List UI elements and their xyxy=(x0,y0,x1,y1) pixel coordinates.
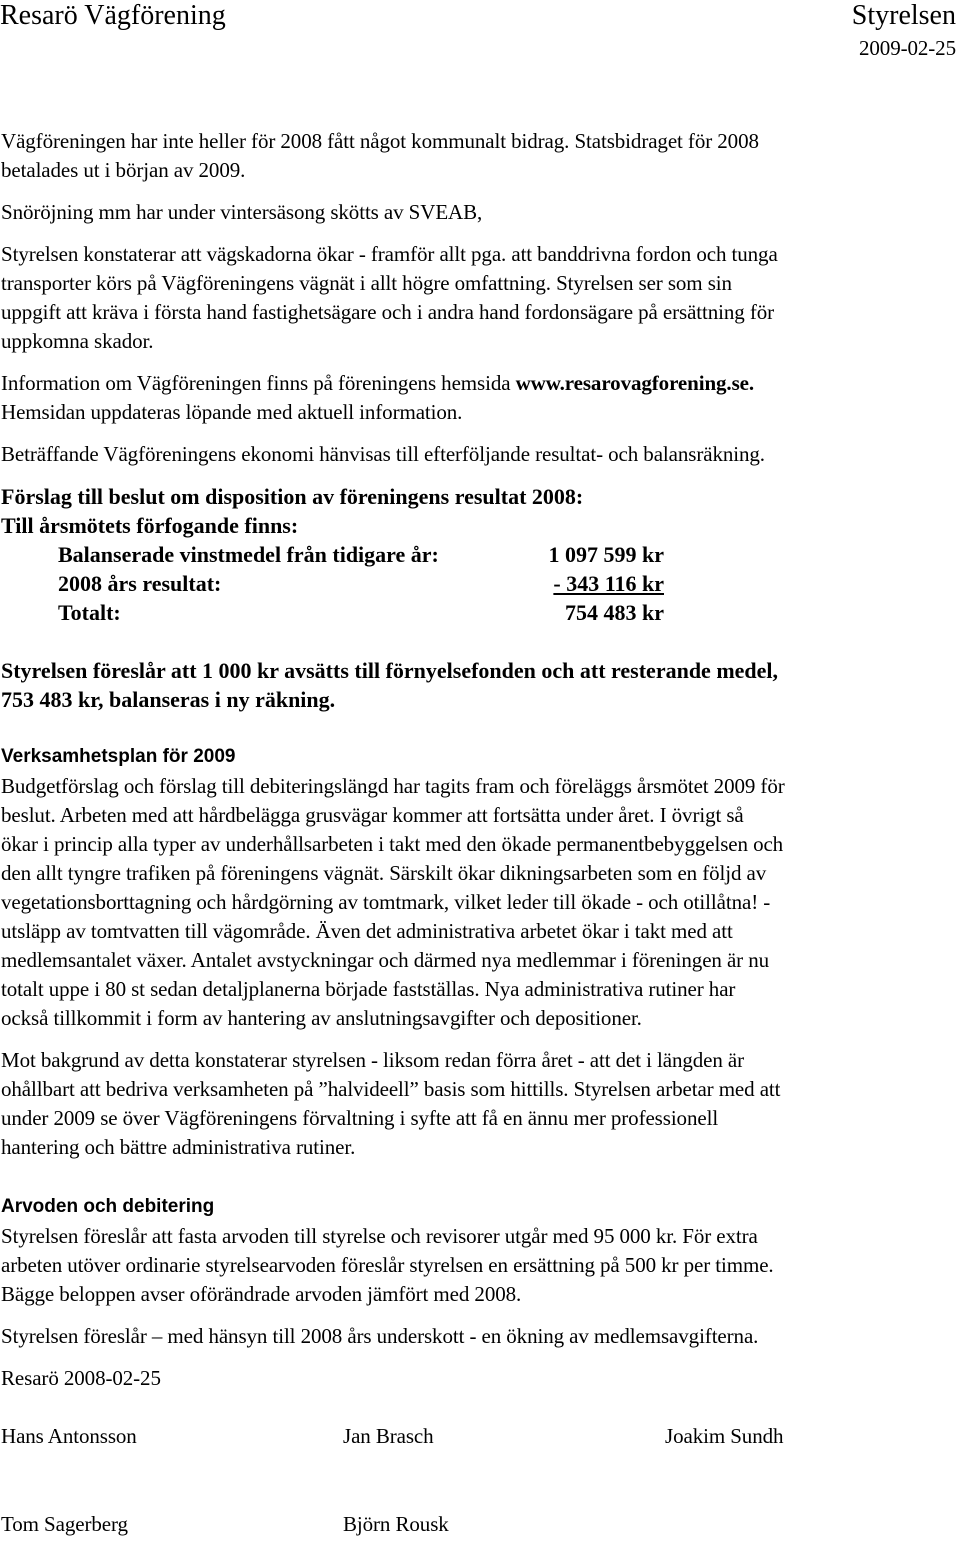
intro-line: Vägföreningen har inte heller för 2008 fått något kommunalt bidrag. Statsbidraget för 2008 xyxy=(1,129,759,153)
plan-line: den allt tyngre trafiken på föreningens vägnät. Särskilt ökar dikningsarbeten som en följd av xyxy=(1,861,767,885)
signatory-name: Joakim Sundh xyxy=(665,1424,784,1448)
proposal-subheading: Till årsmötets förfogande finns: xyxy=(1,513,299,538)
intro-line: betalades ut i början av 2009. xyxy=(1,158,246,182)
intro-line: uppkomna skador. xyxy=(1,329,154,353)
plan-line: under 2009 se över Vägföreningens förvaltning i syfte att få en ännu mer professionell xyxy=(1,1106,719,1130)
info-text: Information om Vägföreningen finns på föreningens hemsida xyxy=(1,371,516,395)
intro-line: Snöröjning mm har under vintersäsong skötts av SVEAB, xyxy=(1,200,483,224)
signatory-name: Hans Antonsson xyxy=(1,1424,137,1448)
association-name: Resarö Vägförening xyxy=(0,0,226,31)
plan-line: Budgetförslag och förslag till debiteringslängd har tagits fram och föreläggs årsmötet 2009 för xyxy=(1,774,785,798)
fees-heading: Arvoden och debitering xyxy=(1,1196,215,1217)
plan-line: beslut. Arbeten med att hårdbelägga grusvägar kommer att fortsätta under året. I övrigt så xyxy=(1,803,744,827)
place-date: Resarö 2008-02-25 xyxy=(1,1366,161,1390)
plan-line: vegetationsborttagning och hårdgörning av tomtmark, vilket leder till ökade - och otillåtna! - xyxy=(1,890,771,914)
plan-line: totalt uppe i 80 st sedan detaljplanerna började fastställas. Nya administrativa rutiner har xyxy=(1,977,736,1001)
plan-line: utsläpp av tomtvatten till vägområde. Även det administrativa arbetet ökar i takt med att xyxy=(1,919,733,943)
economy-reference: Beträffande Vägföreningens ekonomi hänvisas till efterföljande resultat- och balansräkning. xyxy=(1,442,765,466)
signatory-name: Tom Sagerberg xyxy=(1,1512,128,1536)
header-title: Styrelsen xyxy=(851,0,956,31)
proposal-row-value: - 343 116 kr xyxy=(553,571,664,596)
proposal-decision: 753 483 kr, balanseras i ny räkning. xyxy=(1,687,336,712)
plan-line: Mot bakgrund av detta konstaterar styrelsen - liksom redan förra året - att det i längden är xyxy=(1,1048,745,1072)
fees-line: Styrelsen föreslår – med hänsyn till 2008 års underskott - en ökning av medlemsavgifterna. xyxy=(1,1324,759,1348)
proposal-decision: Styrelsen föreslår att 1 000 kr avsätts till förnyelsefonden och att resterande medel, xyxy=(1,658,779,683)
proposal-row-label: Balanserade vinstmedel från tidigare år: xyxy=(58,542,439,567)
fees-line: Bägge beloppen avser oförändrade arvoden jämfört med 2008. xyxy=(1,1282,522,1306)
intro-line: Styrelsen konstaterar att vägskadorna ökar - framför allt pga. att banddrivna fordon och tunga xyxy=(1,242,778,266)
plan-line: också tillkommit i form av hantering av anslutningsavgifter och depositioner. xyxy=(1,1006,642,1030)
signatory-name: Björn Rousk xyxy=(343,1512,449,1536)
proposal-row-label: Totalt: xyxy=(58,600,121,625)
plan-line: ökar i princip alla typer av underhållsarbeten i takt med den ökade permanentbebyggelsen och xyxy=(1,832,784,856)
proposal-row-value: 754 483 kr xyxy=(565,600,664,625)
header-date: 2009-02-25 xyxy=(859,36,956,60)
intro-line: transporter körs på Vägföreningens vägnät i allt högre omfattning. Styrelsen ser som sin xyxy=(1,271,732,295)
intro-line: uppgift att kräva i första hand fastighetsägare och i andra hand fordonsägare på ersättning för xyxy=(1,300,775,324)
proposal-row-value: 1 097 599 kr xyxy=(548,542,664,567)
plan-line: hantering och bättre administrativa rutiner. xyxy=(1,1135,356,1159)
fees-line: Styrelsen föreslår att fasta arvoden till styrelse och revisorer utgår med 95 000 kr. För extra xyxy=(1,1224,758,1248)
plan-heading: Verksamhetsplan för 2009 xyxy=(1,746,236,767)
plan-line: medlemsantalet växer. Antalet avstyckningar och därmed nya medlemmar i föreningen är nu xyxy=(1,948,770,972)
website-link[interactable]: www.resarovagforening.se. xyxy=(515,371,755,395)
fees-line: arbeten utöver ordinarie styrelsearvoden föreslår styrelsen en ersättning på 500 kr per timme. xyxy=(1,1253,774,1277)
proposal-row-label: 2008 års resultat: xyxy=(58,571,222,596)
info-line-2: Hemsidan uppdateras löpande med aktuell information. xyxy=(1,400,463,424)
proposal-heading: Förslag till beslut om disposition av föreningens resultat 2008: xyxy=(1,484,584,509)
signatory-name: Jan Brasch xyxy=(343,1424,434,1448)
info-line xyxy=(1,369,754,398)
plan-line: ohållbart att bedriva verksamheten på ”halvideell” basis som hittills. Styrelsen arbetar med att xyxy=(1,1077,781,1101)
